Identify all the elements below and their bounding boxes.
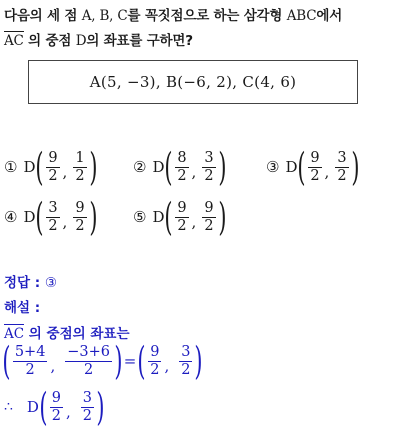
option-number: ⑤ [133,208,147,226]
point-label: D [285,158,298,176]
triangle-label: ABC [286,8,317,24]
point-label: D [152,208,165,226]
y-fraction: $\frac{3}{2}$ [82,389,93,424]
right-paren: ) [88,145,98,189]
given-points-text: A(5, −3), B(−6, 2), C(4, 6) [89,73,297,91]
y-fraction: $\frac{3}{2}$ [204,149,214,184]
right-paren: ) [350,145,360,189]
x-fraction: $\frac{9}{2}$ [177,199,187,234]
left-paren: ( [35,195,44,239]
option-number: ② [133,158,147,176]
y-result-fraction: $\frac{3}{2}$ [181,343,191,378]
midpoint-label: D [75,33,87,49]
y-fraction: $\frac{3}{2}$ [337,149,347,184]
x-fraction: $\frac{9}{2}$ [51,389,62,424]
x-fraction: $\frac{9}{2}$ [48,149,58,184]
question-text: 에서 [316,8,343,24]
answer-value: ③ [44,275,57,291]
question-text: 다음의 세 점 [4,8,82,24]
right-paren: ) [88,195,98,239]
left-paren: ( [164,195,173,239]
x-fraction: $\frac{9}{2}$ [310,149,320,184]
midpoint-calculation: ( $\frac{5+4}{2}$ , $\frac{-3+6}{2}$ ) = ( $\frac{9}{2}$ , $\frac{3}{2}$ ) [2,339,203,383]
question-line-2 [4,29,193,49]
x-sum-fraction: $\frac{5+4}{2}$ [14,343,46,378]
left-paren: ( [39,385,48,429]
point-label: D [23,158,36,176]
right-paren: ) [114,339,123,383]
segment-label: AC [4,33,24,49]
left-paren: ( [2,339,11,383]
y-fraction: $\frac{9}{2}$ [75,199,85,234]
option-1[interactable]: ① D ( $\frac{9}{2}$ , $\frac{1}{2}$ ) [4,145,98,189]
option-2[interactable]: ② D ( $\frac{8}{2}$ , $\frac{3}{2}$ ) [133,145,227,189]
question-text: 의 중점 [23,33,76,49]
equals-sign: = [123,352,137,370]
therefore-symbol: ∴ [4,399,13,415]
given-points-box [28,60,358,104]
x-fraction: $\frac{3}{2}$ [48,199,58,234]
x-result-fraction: $\frac{9}{2}$ [150,343,160,378]
answer-label: 정답 : [4,275,45,291]
explanation-label: 해설 : [4,300,41,316]
option-number: ③ [266,158,280,176]
answer-line [4,271,57,291]
option-5[interactable]: ⑤ D ( $\frac{9}{2}$ , $\frac{9}{2}$ ) [133,195,227,239]
x-fraction: $\frac{8}{2}$ [177,149,187,184]
points-label: A, B, C [81,8,128,24]
question-text: 를 꼭짓점으로 하는 삼각형 [127,8,287,24]
final-answer: ∴ D ( $\frac{9}{2}$ , $\frac{3}{2}$ ) [4,385,105,429]
left-paren: ( [297,145,306,189]
option-number: ④ [4,208,18,226]
left-paren: ( [164,145,173,189]
explanation-line: AC 의 중점의 좌표는 [4,326,130,342]
point-label: D [23,208,36,226]
left-paren: ( [137,339,146,383]
question-text: 의 좌표를 구하면? [86,33,193,49]
segment-label: AC [4,326,25,342]
point-label: D [152,158,165,176]
question-line-1 [4,4,342,24]
option-number: ① [4,158,18,176]
option-4[interactable]: ④ D ( $\frac{3}{2}$ , $\frac{9}{2}$ ) [4,195,98,239]
right-paren: ) [194,339,203,383]
right-paren: ) [96,385,105,429]
option-3[interactable]: ③ D ( $\frac{9}{2}$ , $\frac{3}{2}$ ) [266,145,360,189]
y-fraction: $\frac{9}{2}$ [204,199,214,234]
right-paren: ) [217,195,227,239]
y-sum-fraction: $\frac{-3+6}{2}$ [67,343,110,378]
y-fraction: $\frac{1}{2}$ [75,149,85,184]
point-label: D [26,398,39,416]
left-paren: ( [35,145,44,189]
right-paren: ) [217,145,227,189]
